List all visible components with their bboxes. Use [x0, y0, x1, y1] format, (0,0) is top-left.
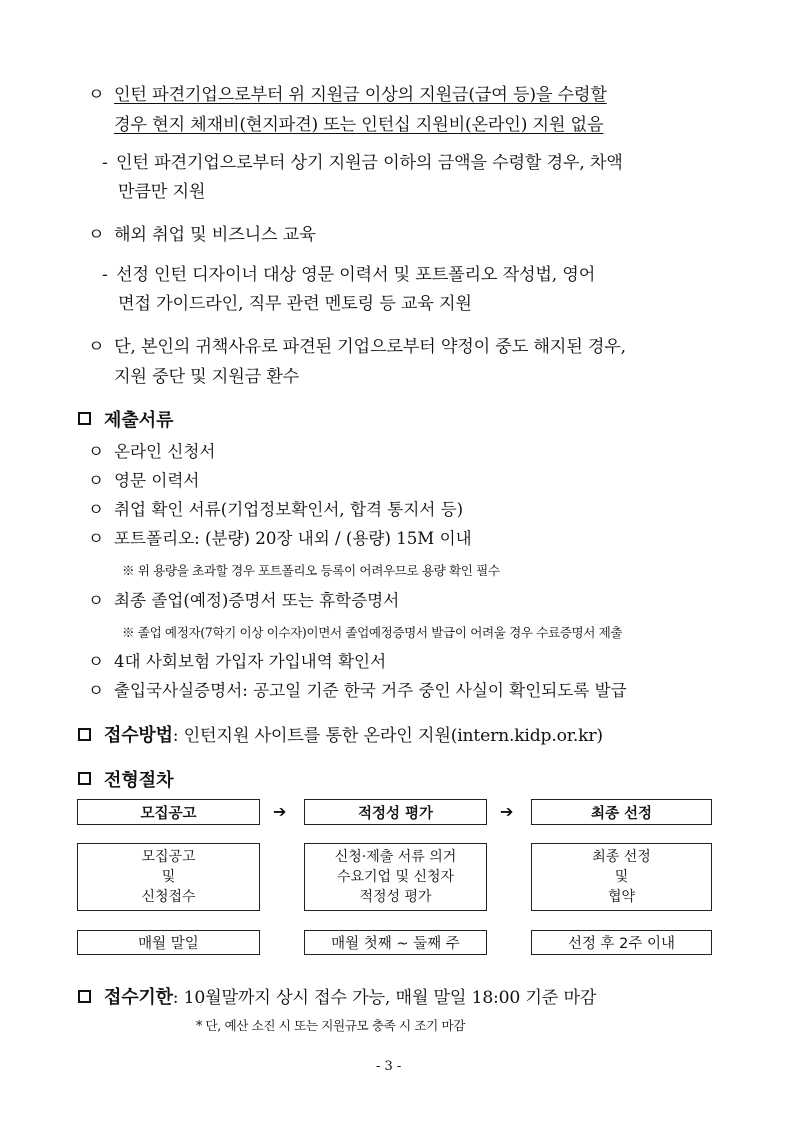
- step-2-title: 적정성 평가: [304, 799, 487, 825]
- graduation-note: ※ 졸업 예정자(7학기 이상 이수자)이면서 졸업예정증명서 발급이 어려울 경우 수료증명서 제출: [122, 625, 623, 640]
- process-heading: 전형절차: [104, 770, 174, 791]
- step-1-description: 모집공고 및 신청접수: [77, 843, 260, 911]
- document-item-1: ㅇ 온라인 신청서: [88, 438, 215, 462]
- circle-bullet: ㅇ: [88, 652, 105, 671]
- section-square-icon: [78, 990, 91, 1003]
- support-item-1-sub-line-1: - 인턴 파견기업으로부터 상기 지원금 이하의 금액을 수령할 경우, 차액: [102, 153, 623, 173]
- step-3-title: 최종 선정: [531, 799, 712, 825]
- support-item-2-sub-line-1: - 선정 인턴 디자이너 대상 영문 이력서 및 포트폴리오 작성법, 영어: [102, 265, 596, 285]
- circle-bullet: ㅇ: [88, 225, 105, 245]
- section-square-icon: [78, 772, 91, 785]
- dash-bullet: -: [102, 265, 108, 285]
- support-item-1-line-2: 경우 현지 체재비(현지파견) 또는 인턴십 지원비(온라인) 지원 없음: [114, 115, 604, 135]
- circle-bullet: ㅇ: [88, 500, 105, 519]
- circle-bullet: ㅇ: [88, 591, 105, 610]
- step-2-description: 신청·제출 서류 의거 수요기업 및 신청자 적정성 평가: [304, 843, 487, 911]
- circle-bullet: ㅇ: [88, 337, 105, 357]
- support-item-2: ㅇ 해외 취업 및 비즈니스 교육: [88, 220, 316, 245]
- deadline-line: [104, 983, 596, 1009]
- arrow-right-icon: ➔: [273, 802, 287, 821]
- method-line: [104, 721, 603, 747]
- support-item-2-sub-line-2: 면접 가이드라인, 직무 관련 멘토링 등 교육 지원: [118, 294, 472, 314]
- dash-bullet: -: [102, 153, 108, 173]
- arrow-right-icon: ➔: [500, 802, 514, 821]
- circle-bullet: ㅇ: [88, 681, 105, 700]
- step-2-timing: 매월 첫째 ~ 둘째 주: [304, 930, 487, 955]
- section-square-icon: [78, 728, 91, 741]
- method-heading: 접수방법: [104, 725, 173, 746]
- circle-bullet: ㅇ: [88, 471, 105, 490]
- method-text: : 인턴지원 사이트를 통한 온라인 지원(intern.kidp.or.kr): [172, 726, 603, 746]
- document-item-5: ㅇ 최종 졸업(예정)증명서 또는 휴학증명서: [88, 587, 399, 611]
- step-3-description: 최종 선정 및 협약: [531, 843, 712, 911]
- portfolio-note: ※ 위 용량을 초과할 경우 포트폴리오 등록이 어려우므로 용량 확인 필수: [122, 563, 500, 578]
- circle-bullet: ㅇ: [88, 442, 105, 461]
- page-number: - 3 -: [376, 1059, 402, 1074]
- support-item-1-sub-line-2: 만큼만 지원: [118, 182, 206, 202]
- section-square-icon: [78, 412, 91, 425]
- circle-bullet: ㅇ: [88, 529, 105, 548]
- deadline-text: : 10월말까지 상시 접수 가능, 매월 말일 18:00 기준 마감: [172, 988, 597, 1008]
- circle-bullet: ㅇ: [88, 85, 105, 105]
- document-item-2: ㅇ 영문 이력서: [88, 467, 199, 491]
- document-item-3: ㅇ 취업 확인 서류(기업정보확인서, 합격 통지서 등): [88, 496, 463, 520]
- step-3-timing: 선정 후 2주 이내: [531, 930, 712, 955]
- document-item-4: ㅇ 포트폴리오: (분량) 20장 내외 / (용량) 15M 이내: [88, 525, 472, 549]
- step-1-timing: 매월 말일: [77, 930, 260, 955]
- document-item-7: ㅇ 출입국사실증명서: 공고일 기준 한국 거주 중인 사실이 확인되도록 발급: [88, 677, 627, 701]
- support-item-3-line-2: 지원 중단 및 지원금 환수: [114, 367, 300, 387]
- documents-heading: 제출서류: [104, 410, 174, 431]
- support-item-1-line-1: ㅇ 인턴 파견기업으로부터 위 지원금 이상의 지원금(급여 등)을 수령할: [88, 80, 607, 105]
- support-item-3-line-1: ㅇ 단, 본인의 귀책사유로 파견된 기업으로부터 약정이 중도 해지된 경우,: [88, 332, 626, 357]
- deadline-heading: 접수기한: [104, 987, 173, 1008]
- step-1-title: 모집공고: [77, 799, 260, 825]
- document-item-6: ㅇ 4대 사회보험 가입자 가입내역 확인서: [88, 648, 386, 672]
- deadline-note: * 단, 예산 소진 시 또는 지원규모 충족 시 조기 마감: [196, 1018, 466, 1033]
